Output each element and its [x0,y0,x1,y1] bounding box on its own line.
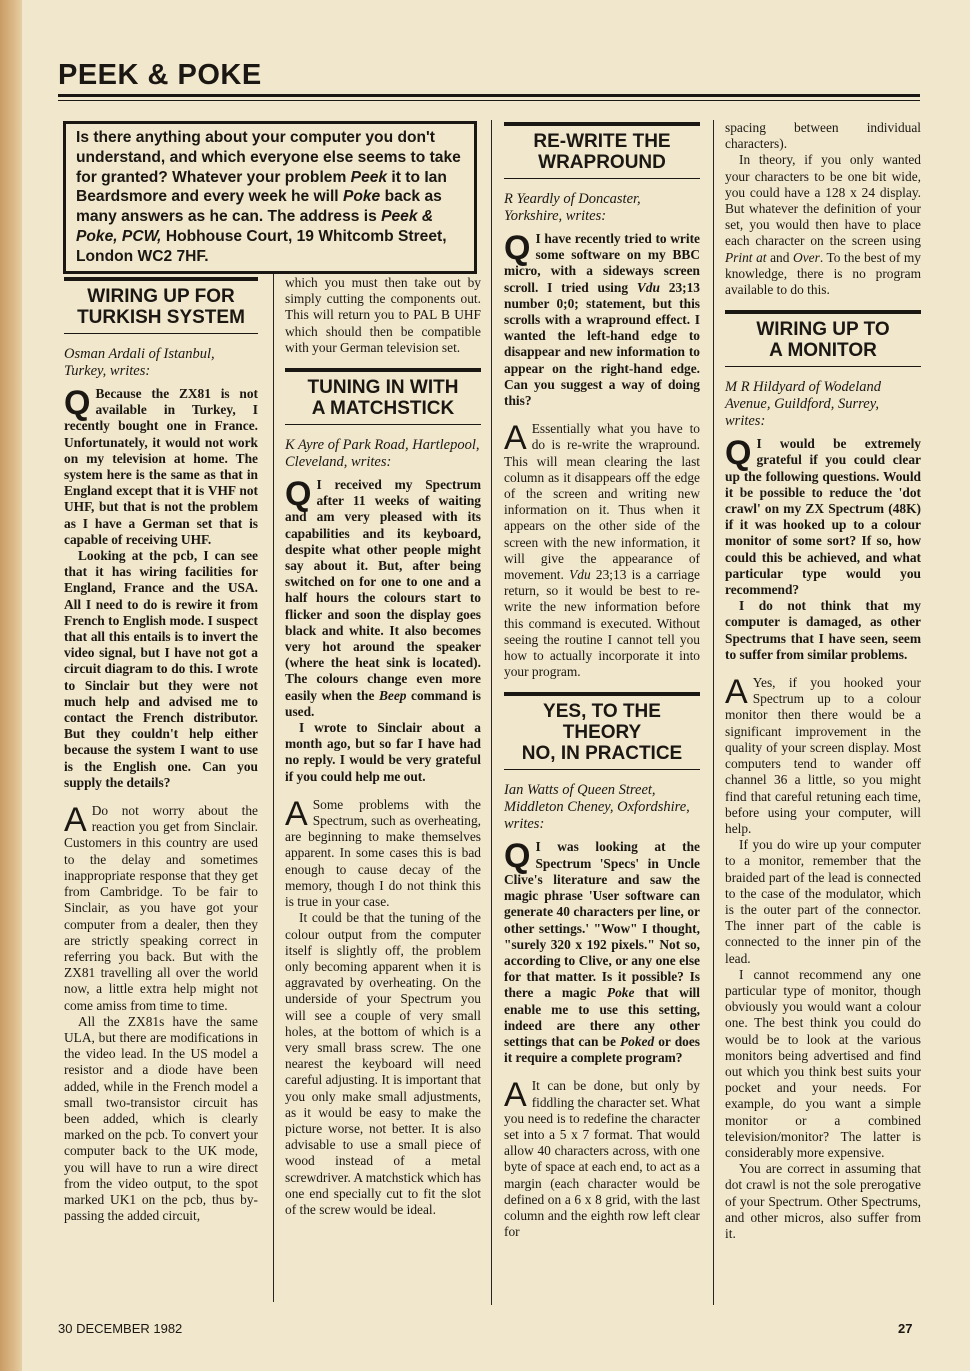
question-text: command is used. [285,687,482,719]
intro-text: Hobhouse Court, 19 Whitcomb Street, London WC2 7HF. [76,227,447,265]
drop-cap-a: A [725,673,748,712]
answer-text: and [766,249,794,265]
question-paragraph [504,839,700,1066]
column-3 [504,122,700,1240]
question-paragraph: Looking at the pcb, I can see that it has wiring facilities for England, France and the USA. All I need to do is rewire it from French to English mode. I suspect that all this entails is to invert the video signal, but I have not got a circuit diagram to do this. I wrote to Sinclair but they were not much help and advised me to contact the French distributor. But they couldn't help either because the system I want to use is the English one. Can you supply the details? [64,548,258,790]
question-text: that will enable me to use this setting, indeed are there any other settings that can be [504,985,700,1049]
drop-cap-q: Q [504,837,531,876]
byline: Ian Watts of Queen Street, Middleton Cheney, Oxfordshire, writes: [504,782,690,833]
heading-line-2: TURKISH SYSTEM [77,307,245,328]
intro-poke: Poke [342,188,381,206]
heading-line-1: WIRING UP TO [756,319,890,341]
question-paragraph [64,386,258,548]
article-heading [504,692,700,770]
keyword-over: Over [793,249,820,265]
column-2 [285,275,481,1218]
answer-text: It can be done, but only by fiddling the character set. What you need is to redefine the character set into a 5 x 7 format. That would allow 40 characters across, with one byte of space at each end, to act as a margin (each character would be defined on a 6 x 8 grid, with the last column and the eighth row left clear for [504,1078,700,1240]
header-rule [58,94,920,97]
drop-cap-q: Q [285,475,312,514]
byline: M R Hildyard of Wodeland Avenue, Guildford, Surrey, writes: [725,379,881,430]
answer-paragraph [725,675,921,837]
keyword-vdu: Vdu [636,279,660,295]
question-paragraph [285,477,481,720]
heading-line-2: A MONITOR [769,340,877,362]
answer-text: 23;13 is a carriage return, so it would be best to re-write the new information before this command is executed. Without seeing the routine I cannot tell you how to actually incorporate it into your program. [504,567,700,680]
answer-paragraph: You are correct in assuming that dot crawl is not the sole prerogative of your Spectrum. Other Spectrums, and other micros, also suffer from it. [725,1161,921,1241]
header-rule-thin [58,100,920,101]
heading-line-1: TUNING IN WITH [307,377,459,399]
drop-cap-q: Q [725,434,752,473]
magazine-spine [0,0,22,1371]
drop-cap-a: A [285,794,308,833]
question-paragraph [725,436,921,598]
question-text: Because the ZX81 is not available in Turkey, I recently bought one in France. Unfortunately, it would not work on my television at home. The system here is the same as that in England except that it is VHF not UHF, but that is not the problem as I have a German set that is capable of receiving UHF. [64,386,258,547]
page-number: 27 [898,1321,913,1336]
answer-text: Do not worry about the reaction you get from Sinclair. Customers in this country are used to the delay and sometimes inappropriate response that they get from Cambridge. To be fair to Sinclair, as you have got your computer from a dealer, then they are strictly speaking correct in referring you back. But with the ZX81 travelling all over the world now, a little extra help might not come amiss from time to time. [64,803,258,1013]
answer-text: In theory, if you only wanted your characters to be one bit wide, you could have a 128 x 24 display. But whatever the definition of your set, you would then have to place each character on the screen using [725,152,921,249]
question-text: I received my Spectrum after 11 weeks of waiting and am very pleased with its capabilities and its keyboard, despite what other people might say about it. But, after being switched on for one to one and a half hours the colours start to flicker and soon the display goes black and white. It also becomes very hot around the speaker (where the heat sink is located). The colours change even more easily when the [285,477,481,703]
answer-paragraph: It could be that the tuning of the colour output from the computer itself is slightly off, the problem only becoming apparent when it is aggravated by overheating. On the underside of your Spectrum you will see a couple of very small holes, at the bottom of which is a very small brass screw. The one nearest the keyboard will need careful adjusting. It is important that you only make small adjustments, as it would be easy to make the picture worse, not better. It is also advisable to use a small piece of wood instead of a metal screwdriver. A matchstick which has one end specially cut to fit the slot of the screw would be ideal. [285,910,481,1217]
byline: Osman Ardali of Istanbul, Turkey, writes: [64,346,215,379]
keyword-print-at: Print at [725,249,767,265]
heading-line-2: NO, IN PRACTICE [521,743,683,765]
answer-text: Yes, if you hooked your Spectrum up to a colour monitor then there would be a significant improvement in the quality of your screen display. Most computers tend to wander off channel 36 a little, so you might find that careful retuning each time, before using your computer, will help. [725,675,921,836]
drop-cap-a: A [504,1076,527,1115]
footer-date: 30 DECEMBER 1982 [58,1321,183,1336]
answer-paragraph: All the ZX81s have the same ULA, but there are modifications in the video lead. In the US model a resistor and a diode have been added, while in the French model a small two-transistor circuit has been added, which is clearly marked on the pcb. To convert your computer back to the UK mode, you will have to run a wire direct from the video output, to the spot marked UK1 on the pcb, thus by-passing the added circuit, [64,1013,258,1224]
heading-line-1: WIRING UP FOR [87,286,235,307]
answer-paragraph [504,421,700,680]
heading-line-1: YES, TO THE THEORY [543,701,661,744]
answer-text: Essentially what you have to do is re-write the wrapround. This will mean clearing the last column as it disappears off the edge of the screen and writing new information on it. Thus when it appears on the other side of the screen with the new information, it will give the appearance of movement. [504,421,700,583]
answer-paragraph [64,803,258,1014]
answer-continuation: which you must then take out by simply cutting the components out. This will return you to PAL B UHF which should then be compatible with your German television set. [285,275,481,355]
question-text: I have recently tried to write some software on my BBC micro, with a sideways screen scroll. I tried using [504,231,700,295]
heading-line-2: A MATCHSTICK [311,398,455,420]
intro-peek: Peek [350,168,388,186]
column-4 [725,120,921,1242]
question-text: I would be extremely grateful if you could clear up the following questions. Would it be possible to reduce the 'dot crawl' on my ZX Spectrum (48K) if it was hooked up to a colour monitor of some sort? If so, how could this be achieved, and what particular type would you recommend? [725,436,921,598]
question-paragraph: I do not think that my computer is damaged, as other Spectrums that I have seen, seem to suffer from similar problems. [725,598,921,662]
article-heading [285,368,481,425]
drop-cap-a: A [64,801,87,840]
answer-paragraph [285,794,481,910]
answer-text: Some problems with the Spectrum, such as overheating, are beginning to make themselves apparent. In some cases this is bad enough to cause decay of the memory, though I do not think this is true in your case. [285,796,481,910]
keyword-poked: Poked [619,1033,655,1049]
intro-text: Is there anything about your computer you don't understand, and which everyone else seems to take for granted? Whatever your problem [76,129,461,186]
question-paragraph [504,231,700,409]
keyword-beep: Beep [378,687,407,703]
answer-paragraph: I cannot recommend any one particular type of monitor, though obviously you would want a colour one. The best think you could do would be to look at the various monitors being advertised and find out which you think best suits your pocket and your needs. For example, do you want a simple monitor or a combined television/monitor? The latter is considerably more expensive. [725,966,921,1160]
question-paragraph: I wrote to Sinclair about a month ago, but so far I have had no reply. I would be very grateful if you could help me out. [285,720,481,784]
byline: K Ayre of Park Road, Hartlepool, Cleveland, writes: [285,437,480,471]
column-rule [713,120,714,1305]
answer-text: . To the best of my knowledge, there is no program available to do this. [725,249,921,298]
question-text: 23;13 number 0;0; statement, but this scrolls with a wrapround effect. I wanted the left-hand edge to disappear and new information to appear on the right-hand edge. Can you suggest a way of doing this? [504,279,700,409]
heading-line-1: RE-WRITE THE [533,131,671,152]
intro-box [63,121,477,274]
column-rule [491,120,492,1305]
drop-cap-q: Q [64,384,91,422]
keyword-poke: Poke [606,985,635,1001]
article-heading [504,122,700,179]
byline: R Yeardly of Doncaster, Yorkshire, writes: [504,191,641,224]
answer-paragraph: If you do wire up your computer to a monitor, remember that the braided part of the lead is connected to the case of the modulator, which is the outer part of the connector. The inner part of the cable is connected to the inner pin of the lead. [725,837,921,966]
section-title: PEEK & POKE [58,59,262,91]
answer-paragraph [504,1078,700,1240]
drop-cap-q: Q [504,229,531,267]
heading-line-2: WRAPROUND [538,152,666,173]
intro-address-name: Peek & Poke, PCW, [76,208,434,245]
keyword-vdu: Vdu [569,567,591,583]
question-text: or does it require a complete program? [504,1033,700,1066]
column-1 [64,277,258,1224]
answer-continuation: spacing between individual characters). [725,120,921,152]
intro-text: it to Ian Beardsmore and every week he will [76,168,447,206]
article-heading [64,277,258,334]
article-heading [725,310,921,367]
question-text: I was looking at the Spectrum 'Specs' in Uncle Clive's literature and saw the magic phrase 'User software can generate 40 characters per line, or other settings.' "Wow" I thought, "surely 320 x 192 pixels." Not so, according to Clive, or any one else for that matter. Is it possible? Is there a magic [504,839,700,1001]
intro-text: back as many answers as he can. The address is [76,188,442,226]
page-header [58,56,920,101]
column-rule [273,272,274,1302]
drop-cap-a: A [504,419,527,458]
answer-paragraph [725,152,921,298]
